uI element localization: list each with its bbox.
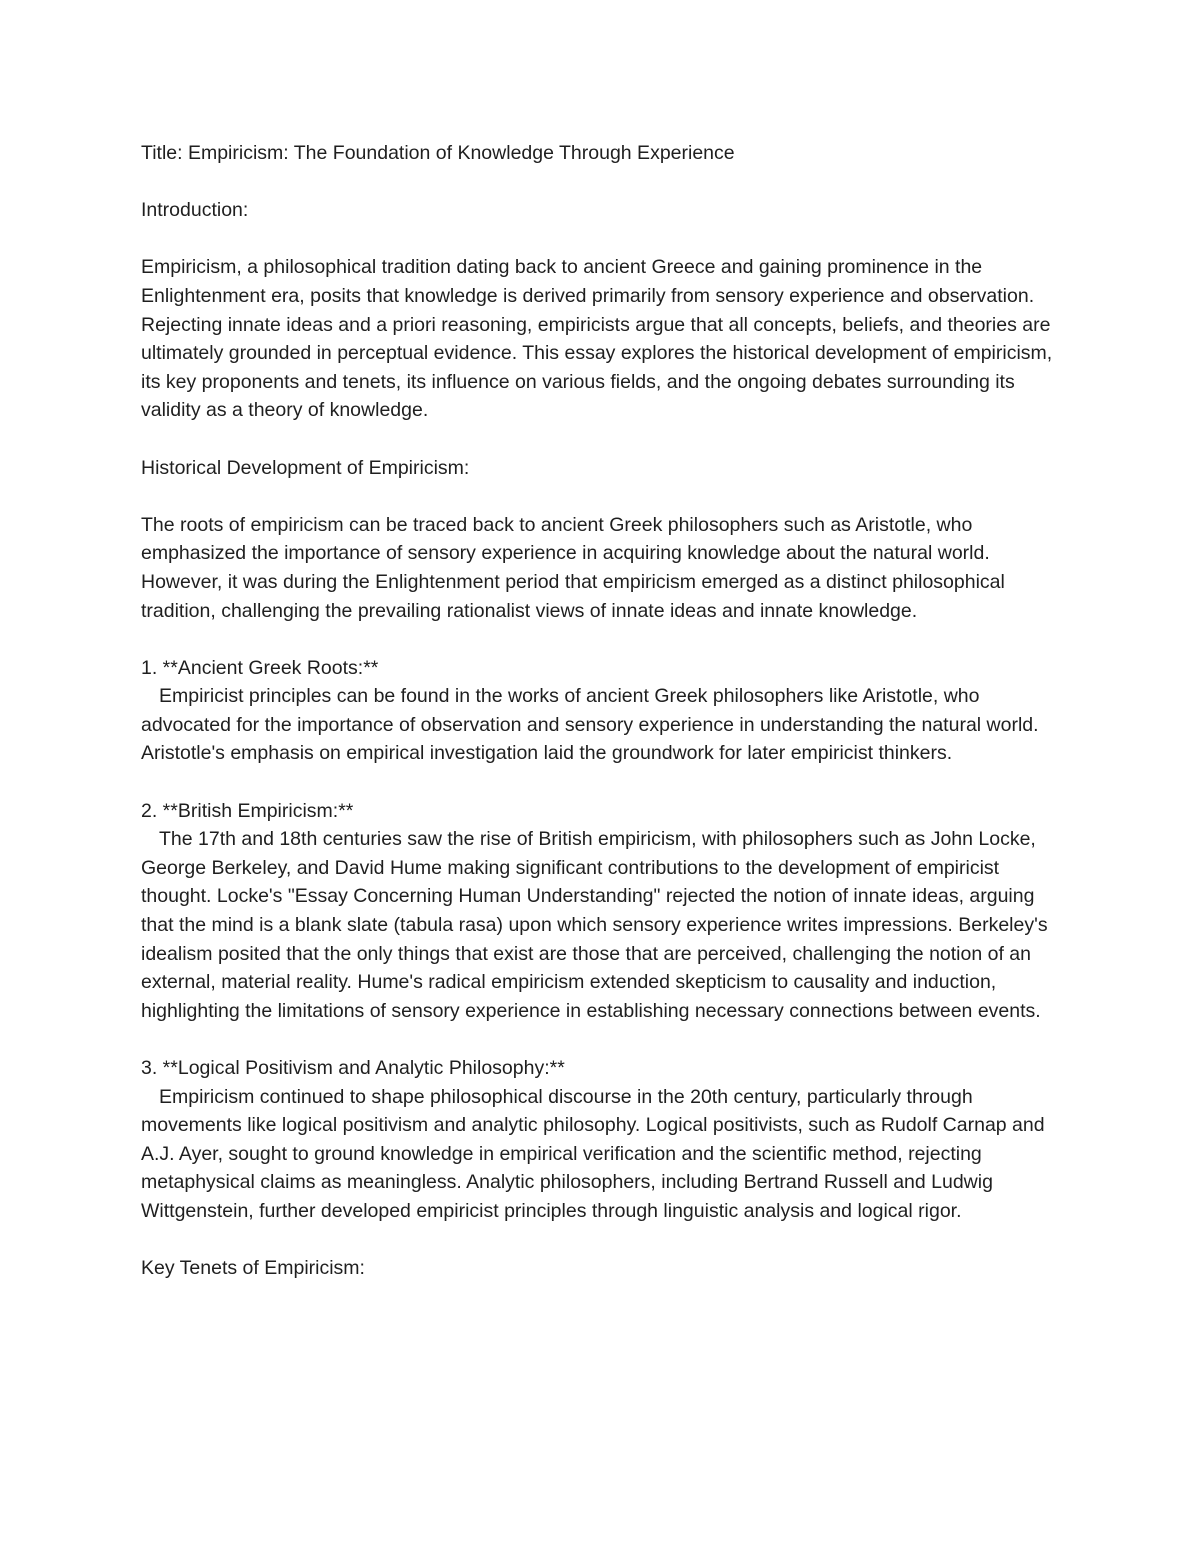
list-item-heading: 1. **Ancient Greek Roots:** (141, 656, 379, 679)
historical-development-paragraph: The roots of empiricism can be traced back to ancient Greek philosophers such as Aristotle, who emphasized the importance of sensory experience in acquiring knowledge about the natural world. However, it was during the Enlightenment period that empiricism emerged as a distinct philosophical tradition, challenging the prevailing rationalist views of innate ideas and innate knowledge. (141, 513, 1005, 622)
historical-development-heading: Historical Development of Empiricism: (141, 456, 470, 479)
introduction-paragraph: Empiricism, a philosophical tradition dating back to ancient Greece and gaining prominence in the Enlightenment era, posits that knowledge is derived primarily from sensory experience and observation. Rejecting innate ideas and a priori reasoning, empiricists argue that all concepts, beliefs, and theories are ultimately grounded in perceptual evidence. This essay explores the historical development of empiricism, its key proponents and tenets, its influence on various fields, and the ongoing debates surrounding its validity as a theory of knowledge. (141, 256, 1053, 422)
list-item-british-empiricism (141, 797, 1066, 1026)
list-item-ancient-greek-roots (141, 654, 1066, 768)
list-item-heading: 2. **British Empiricism:** (141, 799, 354, 822)
document-title: Title: Empiricism: The Foundation of Knowledge Through Experience (141, 142, 735, 164)
list-item-heading: 3. **Logical Positivism and Analytic Philosophy:** (141, 1057, 565, 1079)
key-tenets-heading: Key Tenets of Empiricism: (141, 1257, 365, 1280)
list-item-logical-positivism (141, 1054, 1066, 1226)
list-item-body: The 17th and 18th centuries saw the rise of British empiricism, with philosophers such as John Locke, George Berkeley, and David Hume making significant contributions to the development of empiricist thought. Locke's "Essay Concerning Human Understanding" rejected the notion of innate ideas, arguing that the mind is a blank slate (tabula rasa) upon which sensory experience writes impressions. Berkeley's idealism posited that the only things that exist are those that are perceived, challenging the notion of an external, material reality. Hume's radical empiricism extended skepticism to causality and induction, highlighting the limitations of sensory experience in establishing necessary connections between events. (141, 828, 1048, 1022)
list-item-body: Empiricist principles can be found in the works of ancient Greek philosophers like Aristotle, who advocated for the importance of observation and sensory experience in understanding the natural world. Aristotle's emphasis on empirical investigation laid the groundwork for later empiricist thinkers. (141, 685, 1039, 765)
list-item-body: Empiricism continued to shape philosophical discourse in the 20th century, particularly through movements like logical positivism and analytic philosophy. Logical positivists, such as Rudolf Carnap and A.J. Ayer, sought to ground knowledge in empirical verification and the scientific method, rejecting metaphysical claims as meaningless. Analytic philosophers, including Bertrand Russell and Ludwig Wittgenstein, further developed empiricist principles through linguistic analysis and logical rigor. (141, 1085, 1045, 1222)
introduction-heading: Introduction: (141, 199, 249, 222)
document-page (141, 139, 1066, 1283)
